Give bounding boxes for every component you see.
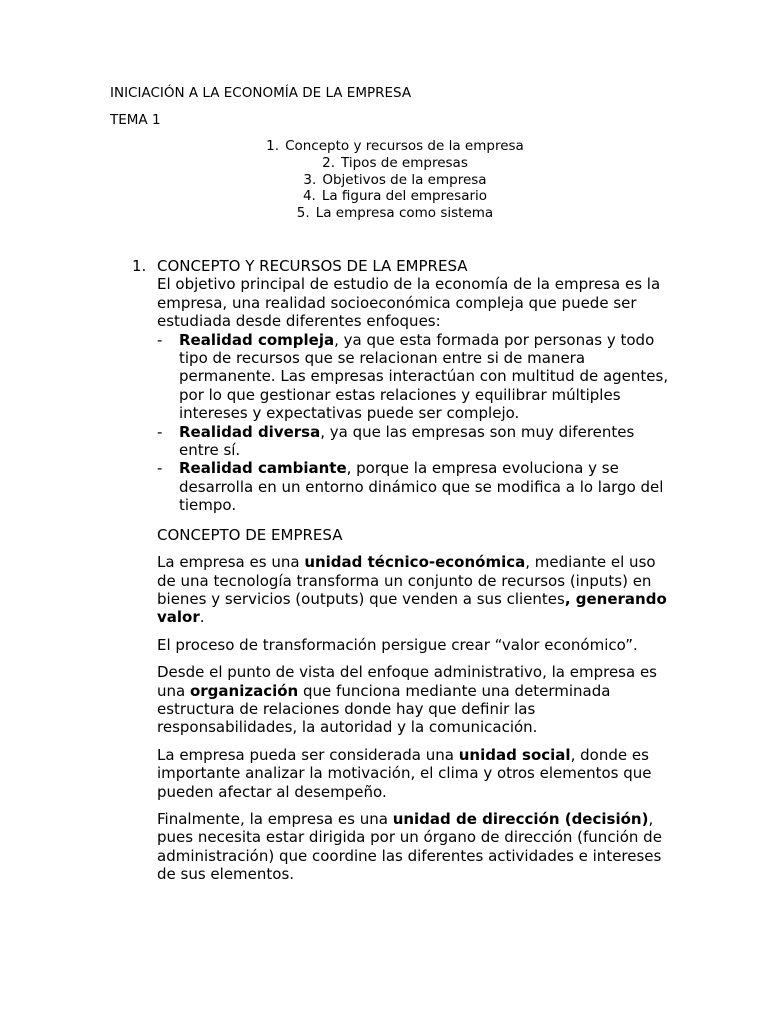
toc-item-number: 1. bbox=[266, 138, 280, 154]
text-run: Finalmente, la empresa es una bbox=[157, 809, 393, 828]
toc-item-number: 4. bbox=[302, 188, 316, 205]
bullet-text: , ya que esta formada por personas y todo tipo de recursos que se relacionan entre si de manera permanente. Las empresas interactúan con multitud de agentes, por lo que gestionar estas relaciones y equilibrar múltiples intereses y expectativas puede ser complejo. bbox=[179, 330, 669, 423]
toc-item bbox=[110, 155, 680, 172]
bullet-item bbox=[157, 459, 672, 514]
value-paragraph: El proceso de transformación persigue crear “valor económico”. bbox=[157, 635, 638, 654]
emphasis-text: organización bbox=[189, 681, 299, 700]
section-number: 1. bbox=[132, 257, 147, 275]
toc-item-label: Concepto y recursos de la empresa bbox=[285, 138, 524, 154]
bullet-text: , porque la empresa evoluciona y se desarrolla en un entorno dinámico que se modifica a lo largo del tiempo. bbox=[179, 459, 664, 515]
text-run: Desde el punto de vista del enfoque administrativo, la empresa es una bbox=[157, 663, 657, 700]
bullet-dash: - bbox=[157, 330, 163, 349]
document-subtitle: TEMA 1 bbox=[110, 112, 161, 128]
bullet-item bbox=[157, 331, 672, 423]
bullet-list bbox=[157, 331, 672, 515]
toc-item-label: La figura del empresario bbox=[321, 188, 488, 205]
toc-item-label: Objetivos de la empresa bbox=[322, 171, 487, 188]
emphasis-text: , generando valor bbox=[157, 589, 667, 627]
definition-paragraph bbox=[157, 553, 672, 627]
bullet-dash: - bbox=[157, 459, 163, 478]
text-run: . bbox=[199, 608, 205, 627]
text-run: La empresa es una bbox=[157, 553, 305, 572]
bullet-dash: - bbox=[157, 422, 163, 441]
toc-item bbox=[110, 172, 680, 189]
text-run: , pues necesita estar dirigida por un órgano de dirección (función de administración) que coordine las diferentes actividades e intereses de sus elementos. bbox=[157, 809, 662, 884]
bullet-term: Realidad compleja bbox=[179, 330, 335, 349]
document-title: INICIACIÓN A LA ECONOMÍA DE LA EMPRESA bbox=[110, 85, 412, 101]
organization-paragraph bbox=[157, 663, 672, 737]
text-run: , mediante el uso de una tecnología transforma un conjunto de recursos (inputs) en bienes y servicios (outputs) que venden a sus clientes bbox=[157, 553, 656, 608]
toc-item bbox=[110, 138, 680, 155]
toc-item-label: Tipos de empresas bbox=[341, 154, 468, 171]
emphasis-text: unidad social bbox=[458, 745, 571, 764]
toc-item-number: 2. bbox=[322, 154, 336, 171]
toc-item bbox=[110, 188, 680, 205]
text-run: La empresa pueda ser considerada una bbox=[157, 745, 459, 764]
direction-unit-paragraph bbox=[157, 810, 672, 884]
toc-item-label: La empresa como sistema bbox=[315, 205, 494, 222]
bullet-term: Realidad cambiante bbox=[179, 459, 347, 478]
emphasis-text: unidad técnico-económica bbox=[304, 553, 526, 572]
toc-item bbox=[110, 205, 680, 222]
bullet-item bbox=[157, 423, 672, 460]
text-run: , donde es importante analizar la motivación, el clima y otros elementos que pueden afectar al desempeño. bbox=[157, 745, 652, 801]
toc-item-number: 5. bbox=[296, 205, 310, 222]
bullet-term: Realidad diversa bbox=[179, 422, 321, 441]
section-heading-text: CONCEPTO Y RECURSOS DE LA EMPRESA bbox=[157, 257, 468, 275]
subsection-heading: CONCEPTO DE EMPRESA bbox=[157, 525, 343, 544]
toc-item-number: 3. bbox=[303, 171, 317, 188]
text-run: que funciona mediante una determinada estructura de relaciones donde hay que definir las responsabilidades, la autoridad y la comunicación. bbox=[157, 681, 611, 737]
emphasis-text: unidad de dirección (decisión) bbox=[392, 809, 649, 828]
section-heading bbox=[132, 257, 672, 275]
table-of-contents bbox=[110, 138, 680, 222]
section-concepto bbox=[132, 257, 672, 884]
bullet-text: , ya que las empresas son muy diferentes entre sí. bbox=[179, 422, 635, 460]
section-body bbox=[132, 275, 672, 883]
social-unit-paragraph bbox=[157, 746, 672, 801]
intro-paragraph: El objetivo principal de estudio de la economía de la empresa es la empresa, una realidad socioeconómica compleja que puede ser estudiada desde diferentes enfoques: bbox=[157, 275, 661, 331]
